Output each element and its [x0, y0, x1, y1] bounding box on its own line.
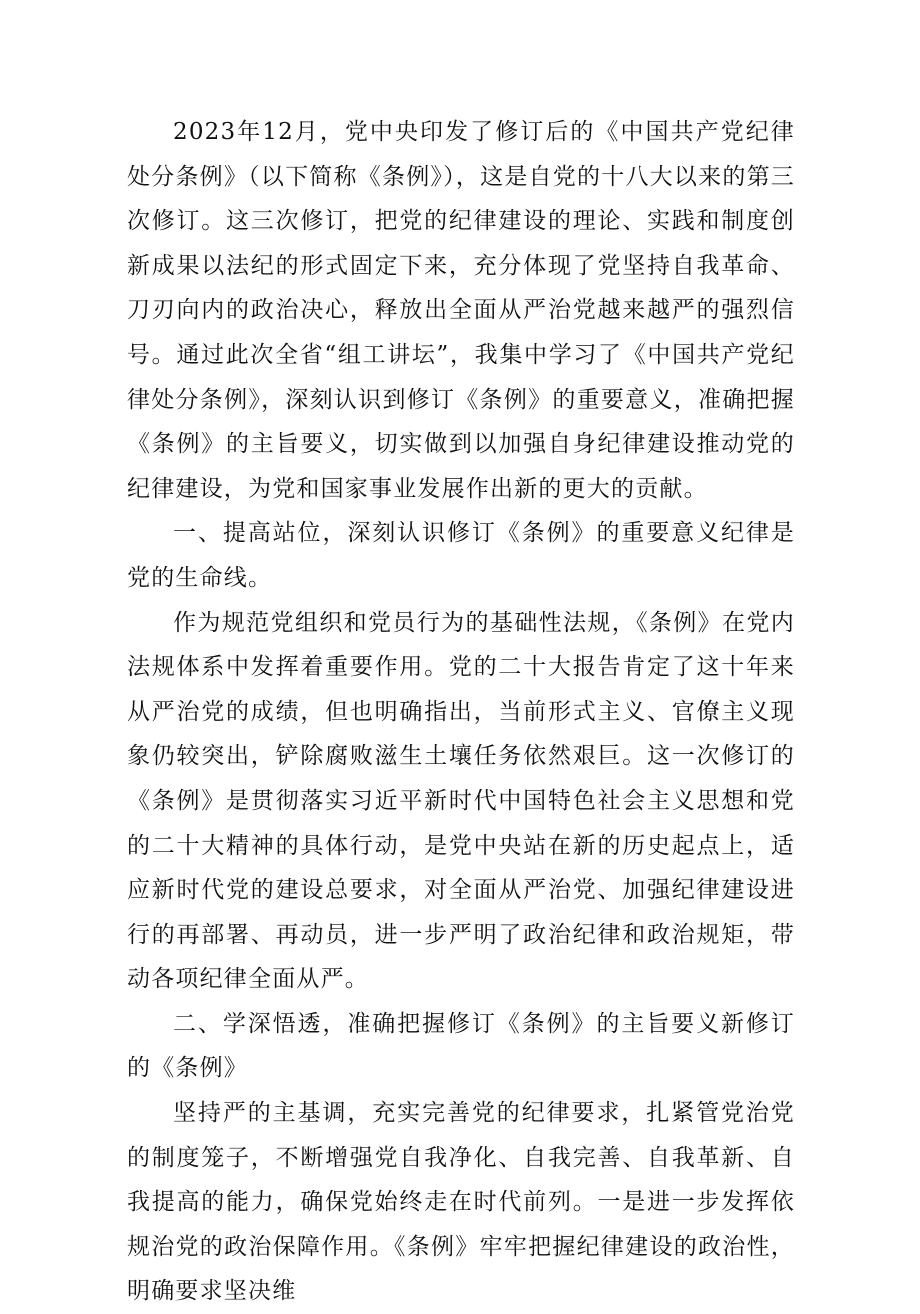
heading-section-one: 一、提高站位，深刻认识修订《条例》的重要意义纪律是党的生命线。 — [127, 520, 795, 591]
heading-section-two: 二、学深悟透，准确把握修订《条例》的主旨要义新修订的《条例》 — [127, 1010, 795, 1082]
paragraph-section-two: 坚持严的主基调，充实完善党的纪律要求，扎紧管党治党的制度笼子，不断增强党自我净化、自我完善、自我革新、自我提高的能力，确保党始终走在时代前列。一是进一步发挥依规治党的政治保障作用。《条例》牢牢把握纪律建设的政治性，明确要求坚决维 — [127, 1100, 795, 1305]
document-body — [127, 110, 795, 1314]
paragraph-intro: 2023年12月，党中央印发了修订后的《中国共产党纪律处分条例》（以下简称《条例》），这是自党的十八大以来的第三次修订。这三次修订，把党的纪律建设的理论、实践和制度创新成果以法纪的形式固定下来，充分体现了党坚持自我革命、刀刃向内的政治决心，释放出全面从严治党越来越严的强烈信号。通过此次全省“组工讲坛”，我集中学习了《中国共产党纪律处分条例》，深刻认识到修订《条例》的重要意义，准确把握《条例》的主旨要义，切实做到以加强自身纪律建设推动党的纪律建设，为党和国家事业发展作出新的更大的贡献。 — [127, 119, 795, 502]
paragraph-section-one: 作为规范党组织和党员行为的基础性法规，《条例》在党内法规体系中发挥着重要作用。党的二十大报告肯定了这十年来从严治党的成绩，但也明确指出，当前形式主义、官僚主义现象仍较突出，铲除腐败滋生土壤任务依然艰巨。这一次修订的《条例》是贯彻落实习近平新时代中国特色社会主义思想和党的二十大精神的具体行动，是党中央站在新的历史起点上，适应新时代党的建设总要求，对全面从严治党、加强纪律建设进行的再部署、再动员，进一步严明了政治纪律和政治规矩，带动各项纪律全面从严。 — [127, 609, 795, 993]
